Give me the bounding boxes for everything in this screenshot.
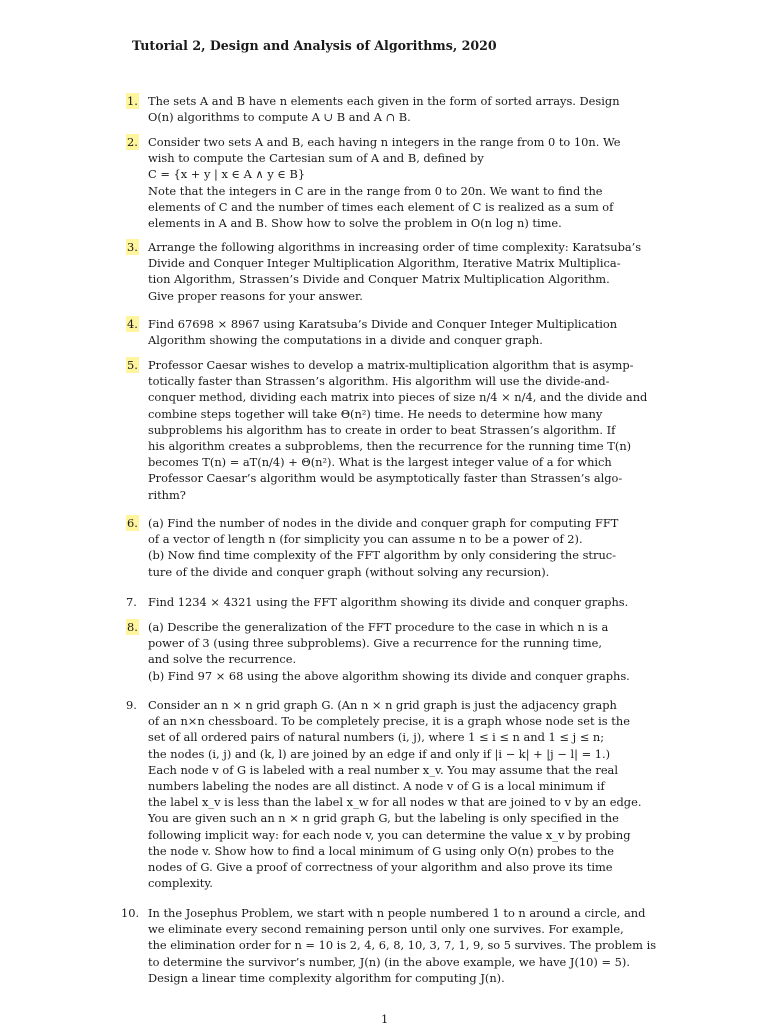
- question-number: 3.: [127, 240, 138, 254]
- question-number: 7.: [126, 595, 137, 609]
- question-text-line: In the Josephus Problem, we start with n people numbered 1 to n around a circle, and: [148, 906, 646, 920]
- question-text-line: we eliminate every second remaining person until only one survives. For example,: [148, 922, 624, 937]
- question-text-line: the label x_v is less than the label x_w for all nodes w that are joined to v by an edge.: [148, 795, 642, 810]
- question-text-line: to determine the survivor’s number, J(n) (in the above example, we have J(10) = 5).: [148, 954, 630, 969]
- question-text-line: combine steps together will take Θ(n²) time. He needs to determine how many: [148, 406, 603, 421]
- question-text-line: Design a linear time complexity algorithm for computing J(n).: [148, 970, 505, 985]
- question-number: 2.: [127, 135, 138, 149]
- question-text-line: C = {x + y | x ∈ A ∧ y ∈ B}: [148, 167, 306, 182]
- question-text-line: Note that the integers in C are in the range from 0 to 20n. We want to find the: [148, 183, 603, 198]
- question-text-line: Give proper reasons for your answer.: [148, 288, 363, 303]
- question-number: 9.: [126, 698, 137, 712]
- question-text-line: O(n) algorithms to compute A ∪ B and A ∩ B.: [148, 110, 411, 125]
- question-text-line: power of 3 (using three subproblems). Give a recurrence for the running time,: [148, 636, 603, 651]
- question-text-line: rithm?: [148, 487, 186, 502]
- question-text-line: The sets A and B have n elements each given in the form of sorted arrays. Design: [148, 94, 620, 108]
- question-text-line: becomes T(n) = aT(n/4) + Θ(n²). What is the largest integer value of a for which: [148, 455, 612, 470]
- question-text-line: subproblems his algorithm has to create in order to beat Strassen’s algorithm. If: [148, 422, 616, 437]
- question-text-line: following implicit way: for each node v, you can determine the value x_v by probing: [148, 827, 631, 842]
- question-text-line: the nodes (i, j) and (k, l) are joined by an edge if and only if |i − k| + |j − l| = 1.): [148, 746, 611, 761]
- question-text-line: Consider two sets A and B, each having n integers in the range from 0 to 10n. We: [148, 135, 621, 149]
- question-text-line: (b) Now find time complexity of the FFT algorithm by only considering the struc-: [148, 548, 617, 563]
- question-text-line: complexity.: [148, 876, 213, 891]
- question-text-line: the elimination order for n = 10 is 2, 4, 6, 8, 10, 3, 7, 1, 9, so 5 survives. The problem is: [148, 938, 657, 953]
- question-text-line: Professor Caesar’s algorithm would be asymptotically faster than Strassen’s algo-: [148, 471, 623, 486]
- question-text-line: totically faster than Strassen’s algorithm. His algorithm will use the divide-and-: [148, 374, 610, 389]
- page-number: 1: [381, 1012, 389, 1026]
- question-number: 5.: [127, 358, 138, 372]
- question-text-line: wish to compute the Cartesian sum of A and B, defined by: [148, 151, 484, 166]
- question-text-line: the node v. Show how to find a local minimum of G using only O(n) probes to the: [148, 843, 614, 858]
- question-text-line: elements in A and B. Show how to solve the problem in O(n log n) time.: [148, 216, 562, 230]
- question-text-line: elements of C and the number of times each element of C is realized as a sum of: [148, 199, 614, 214]
- question-number: 4.: [127, 317, 138, 331]
- question-text-line: conquer method, dividing each matrix into pieces of size n/4 × n/4, and the divide and: [148, 390, 648, 405]
- question-text-line: set of all ordered pairs of natural numbers (i, j), where 1 ≤ i ≤ n and 1 ≤ j ≤ n;: [148, 730, 605, 745]
- question-text-line: and solve the recurrence.: [148, 652, 297, 667]
- question-text-line: of an n×n chessboard. To be completely precise, it is a graph whose node set is the: [148, 714, 630, 729]
- question-text-line: Divide and Conquer Integer Multiplication Algorithm, Iterative Matrix Multiplica-: [148, 256, 621, 271]
- question-text-line: numbers labeling the nodes are all distinct. A node v of G is a local minimum if: [148, 779, 605, 793]
- question-text-line: Professor Caesar wishes to develop a matrix-multiplication algorithm that is asymp-: [148, 358, 634, 372]
- question-text-line: Find 67698 × 8967 using Karatsuba’s Divide and Conquer Integer Multiplication: [148, 317, 618, 331]
- question-number: 6.: [127, 516, 138, 530]
- question-text-line: Algorithm showing the computations in a divide and conquer graph.: [148, 333, 543, 348]
- question-number: 10.: [121, 906, 140, 920]
- question-text-line: Each node v of G is labeled with a real number x_v. You may assume that the real: [148, 762, 618, 777]
- question-text-line: nodes of G. Give a proof of correctness of your algorithm and also prove its time: [148, 860, 613, 874]
- question-number: 8.: [127, 620, 138, 634]
- question-text-line: his algorithm creates a subproblems, then the recurrence for the running time T(n): [148, 439, 632, 453]
- question-text-line: ture of the divide and conquer graph (without solving any recursion).: [148, 564, 550, 579]
- question-text-line: Find 1234 × 4321 using the FFT algorithm showing its divide and conquer graphs.: [148, 595, 629, 609]
- question-number: 1.: [127, 94, 138, 108]
- question-text-line: (a) Find the number of nodes in the divide and conquer graph for computing FFT: [148, 516, 619, 530]
- question-text-line: of a vector of length n (for simplicity you can assume n to be a power of 2).: [148, 532, 583, 547]
- question-text-line: Consider an n × n grid graph G. (An n × n grid graph is just the adjacency graph: [148, 698, 617, 712]
- question-text-line: (b) Find 97 × 68 using the above algorithm showing its divide and conquer graphs.: [148, 668, 630, 683]
- question-text-line: Arrange the following algorithms in increasing order of time complexity: Karatsuba’s: [148, 240, 642, 254]
- question-text-line: tion Algorithm, Strassen’s Divide and Conquer Matrix Multiplication Algorithm.: [148, 272, 610, 287]
- page-title: Tutorial 2, Design and Analysis of Algorithms, 2020: [132, 38, 497, 53]
- question-text-line: (a) Describe the generalization of the FFT procedure to the case in which n is a: [148, 620, 609, 634]
- question-text-line: You are given such an n × n grid graph G, but the labeling is only specified in the: [148, 811, 619, 826]
